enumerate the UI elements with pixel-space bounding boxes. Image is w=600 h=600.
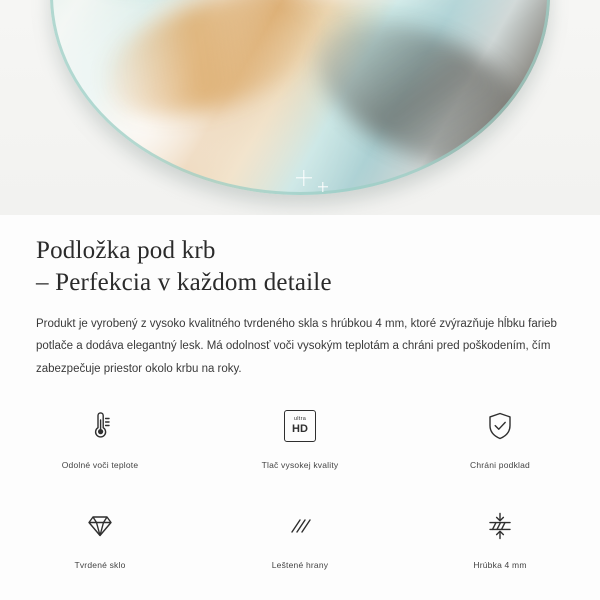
thickness-arrows-icon bbox=[474, 500, 526, 552]
polished-edges-icon bbox=[274, 500, 326, 552]
feature-item-tempered-glass bbox=[0, 492, 200, 580]
feature-item-print-quality bbox=[200, 392, 400, 480]
thermometer-icon bbox=[74, 400, 126, 452]
shield-check-icon bbox=[474, 400, 526, 452]
feature-label: Leštené hrany bbox=[271, 560, 329, 570]
headline-line-1: Podložka pod krb bbox=[36, 237, 216, 264]
feature-item-protects-surface bbox=[400, 392, 600, 480]
ultra-hd-icon bbox=[274, 400, 326, 452]
hero-image bbox=[0, 0, 600, 215]
feature-label: Chráni podklad bbox=[470, 460, 530, 470]
page-title bbox=[0, 215, 600, 299]
marble-vein-gold bbox=[89, 0, 330, 138]
feature-label: Hrúbka 4 mm bbox=[473, 560, 527, 570]
feature-label: Tlač vysokej kvality bbox=[261, 460, 339, 470]
text-content bbox=[0, 215, 600, 380]
badge-top-text: ultra bbox=[293, 416, 307, 423]
badge-bottom-text: HD bbox=[292, 422, 308, 435]
diamond-icon bbox=[74, 500, 126, 552]
feature-item-thickness bbox=[400, 492, 600, 580]
feature-item-heat-resistant bbox=[0, 392, 200, 480]
feature-label: Odolné voči teplote bbox=[61, 460, 139, 470]
headline-line-2: – Perfekcia v každom detaile bbox=[36, 269, 332, 296]
feature-item-polished-edges bbox=[200, 492, 400, 580]
feature-label: Tvrdené sklo bbox=[74, 560, 126, 570]
description-paragraph: Produkt je vyrobený z vysoko kvalitného tvrdeného skla s hrúbkou 4 mm, ktoré zvýrazňuje hĺbku farieb potlače a dodáva elegantný lesk. Má odolnosť voči vysokým teplotám a chráni pred poškodením, čím zabezpečuje priestor okolo krbu na roky. bbox=[36, 318, 557, 375]
feature-grid bbox=[0, 392, 600, 580]
